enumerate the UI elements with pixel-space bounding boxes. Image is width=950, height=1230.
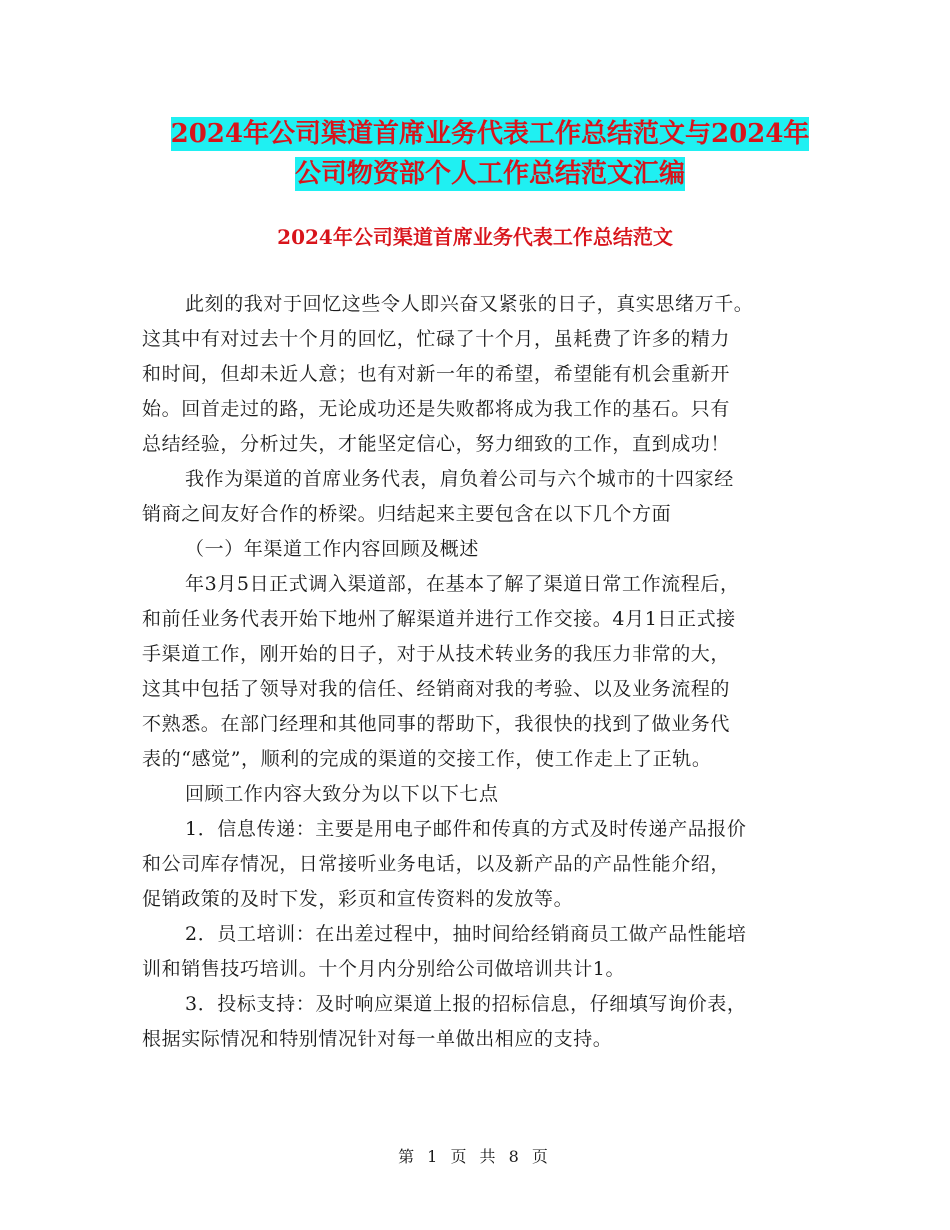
paragraph-line: 这其中包括了领导对我的信任、经销商对我的考验、以及业务流程的 (142, 678, 731, 700)
document-title-highlight: 公司物资部个人工作总结范文汇编 (294, 159, 685, 189)
paragraph-line: 销商之间友好合作的桥梁。归结起来主要包含在以下几个方面 (142, 503, 672, 525)
section-title: 2024年公司渠道首席业务代表工作总结范文 (277, 225, 673, 249)
list-item-line: 3．投标支持：及时响应渠道上报的招标信息，仔细填写询价表， (185, 993, 747, 1015)
paragraph-line: 总结经验，分析过失，才能坚定信心，努力细致的工作，直到成功！ (142, 433, 731, 455)
paragraph-line: 不熟悉。在部门经理和其他同事的帮助下，我很快的找到了做业务代 (142, 713, 731, 735)
subheading-line: （一）年渠道工作内容回顾及概述 (185, 538, 480, 560)
paragraph-line: 我作为渠道的首席业务代表，肩负着公司与六个城市的十四家经 (185, 468, 734, 490)
list-item-line: 训和销售技巧培训。十个月内分别给公司做培训共计1。 (142, 958, 626, 980)
paragraph-line: 回顾工作内容大致分为以下以下七点 (185, 783, 499, 805)
list-item-line: 和公司库存情况，日常接听业务电话，以及新产品的产品性能介绍， (142, 853, 731, 875)
paragraph-line: 始。回首走过的路，无论成功还是失败都将成为我工作的基石。只有 (142, 398, 731, 420)
list-item-line: 促销政策的及时下发，彩页和宣传资料的发放等。 (142, 888, 574, 910)
paragraph-line: 此刻的我对于回忆这些令人即兴奋又紧张的日子，真实思绪万千。 (185, 293, 754, 315)
paragraph-line: 和前任业务代表开始下地州了解渠道并进行工作交接。4月1日正式接 (142, 608, 736, 630)
paragraph-line: 和时间，但却未近人意；也有对新一年的希望，希望能有机会重新开 (142, 363, 731, 385)
paragraph-line: 手渠道工作，刚开始的日子，对于从技术转业务的我压力非常的大， (142, 643, 731, 665)
document-body (142, 287, 822, 1057)
list-item-line: 1．信息传递：主要是用电子邮件和传真的方式及时传递产品报价 (185, 818, 747, 840)
paragraph-line: 这其中有对过去十个月的回忆，忙碌了十个月，虽耗费了许多的精力 (142, 328, 731, 350)
page-number-footer: 第 1 页 共 8 页 (398, 1147, 552, 1166)
list-item-line: 2．员工培训：在出差过程中，抽时间给经销商员工做产品性能培 (185, 923, 747, 945)
document-title-line-2 (160, 149, 820, 199)
list-item-line: 根据实际情况和特别情况针对每一单做出相应的支持。 (142, 1028, 613, 1050)
paragraph-line: 表的“感觉”，顺利的完成的渠道的交接工作，使工作走上了正轨。 (142, 748, 712, 770)
document-title-highlight: 2024年公司渠道首席业务代表工作总结范文与2024年 (170, 119, 810, 149)
paragraph-line: 年3月5日正式调入渠道部，在基本了解了渠道日常工作流程后， (185, 573, 740, 595)
